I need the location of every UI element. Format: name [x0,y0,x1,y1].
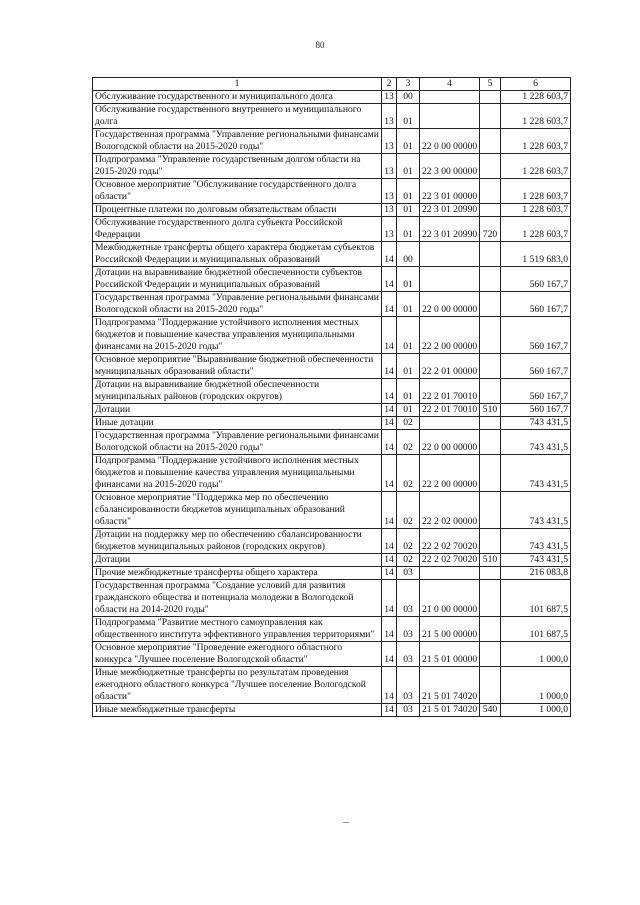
description-cell: Основное мероприятие "Выравнивание бюджетной обеспеченности муниципальных образований области" [93,354,382,379]
subsection-code-cell: 02 [397,492,420,529]
expense-type-cell [480,455,501,492]
target-article-cell [420,417,480,430]
table-row [93,580,571,617]
description-cell: Дотации на поддержку мер по обеспечению сбалансированности бюджетов муниципальных районов (городских округов) [93,529,382,554]
amount-cell: 560 167,7 [501,267,571,292]
description-cell: Основное мероприятие "Поддержка мер по обеспечению сбалансированности бюджетов муниципальных образований области" [93,492,382,529]
section-code-cell: 14 [382,417,397,430]
table-row [93,204,571,217]
amount-cell: 1 000,0 [501,704,571,717]
amount-cell: 216 083,8 [501,567,571,580]
target-article-cell: 22 3 01 00000 [420,179,480,204]
amount-cell: 1 228 603,7 [501,104,571,129]
section-code-cell: 14 [382,642,397,667]
description-cell: Государственная программа "Управление региональными финансами Вологодской области на 2015-2020 годы" [93,430,382,455]
expense-type-cell [480,617,501,642]
subsection-code-cell: 01 [397,204,420,217]
expense-type-cell [480,242,501,267]
header-cell: 4 [420,78,480,91]
description-cell: Дотации на выравнивание бюджетной обеспеченности субъектов Российской Федерации и муниципальных образований [93,267,382,292]
description-cell: Государственная программа "Создание условий для развития гражданского общества и потенциала молодежи в Вологодской области на 2014-2020 годы" [93,580,382,617]
description-cell: Обслуживание государственного долга субъекта Российской Федерации [93,217,382,242]
subsection-code-cell: 02 [397,430,420,455]
amount-cell: 743 431,5 [501,492,571,529]
expense-type-cell [480,204,501,217]
amount-cell: 560 167,7 [501,379,571,404]
target-article-cell: 22 2 01 00000 [420,354,480,379]
description-cell: Обслуживание государственного и муниципального долга [93,91,382,104]
header-cell: 1 [93,78,382,91]
subsection-code-cell: 03 [397,704,420,717]
section-code-cell: 14 [382,455,397,492]
description-cell: Обслуживание государственного внутреннего и муниципального долга [93,104,382,129]
expense-type-cell [480,642,501,667]
description-cell: Иные межбюджетные трансферты [93,704,382,717]
table-row [93,292,571,317]
description-cell: Дотации на выравнивание бюджетной обеспеченности муниципальных районов (городских округов) [93,379,382,404]
header-cell: 5 [480,78,501,91]
amount-cell: 101 687,5 [501,617,571,642]
target-article-cell: 21 5 01 00000 [420,642,480,667]
description-cell: Основное мероприятие "Обслуживание государственного долга области" [93,179,382,204]
description-cell: Дотации [93,554,382,567]
target-article-cell: 22 0 00 00000 [420,129,480,154]
target-article-cell: 22 3 01 20990 [420,217,480,242]
table-row [93,404,571,417]
amount-cell: 560 167,7 [501,354,571,379]
description-cell: Основное мероприятие "Проведение ежегодного областного конкурса "Лучшее поселение Вологодской области" [93,642,382,667]
section-code-cell: 14 [382,267,397,292]
section-code-cell: 14 [382,242,397,267]
section-code-cell: 13 [382,204,397,217]
amount-cell: 560 167,7 [501,317,571,354]
header-cell: 3 [397,78,420,91]
table-row [93,455,571,492]
table-row [93,667,571,704]
expense-type-cell [480,154,501,179]
section-code-cell: 14 [382,567,397,580]
target-article-cell [420,267,480,292]
section-code-cell: 13 [382,179,397,204]
table-row [93,267,571,292]
amount-cell: 743 431,5 [501,455,571,492]
subsection-code-cell: 01 [397,379,420,404]
scan-mark [343,822,349,823]
description-cell: Подпрограмма "Поддержание устойчивого исполнения местных бюджетов и повышение качества управления муниципальными финансами на 2015-2020 годы" [93,317,382,354]
table-row [93,704,571,717]
expense-type-cell [480,417,501,430]
amount-cell: 743 431,5 [501,529,571,554]
section-code-cell: 14 [382,667,397,704]
expense-type-cell: 540 [480,704,501,717]
expense-type-cell: 510 [480,404,501,417]
description-cell: Государственная программа "Управление региональными финансами Вологодской области на 2015-2020 годы" [93,129,382,154]
table-row [93,642,571,667]
section-code-cell: 14 [382,317,397,354]
amount-cell: 1 000,0 [501,642,571,667]
subsection-code-cell: 03 [397,667,420,704]
expense-type-cell [480,354,501,379]
subsection-code-cell: 02 [397,417,420,430]
section-code-cell: 14 [382,529,397,554]
subsection-code-cell: 01 [397,317,420,354]
table-row [93,354,571,379]
section-code-cell: 13 [382,91,397,104]
section-code-cell: 13 [382,104,397,129]
table-row [93,567,571,580]
target-article-cell [420,91,480,104]
table-row [93,379,571,404]
amount-cell: 1 519 683,0 [501,242,571,267]
section-code-cell: 13 [382,154,397,179]
target-article-cell: 21 5 00 00000 [420,617,480,642]
table-row [93,492,571,529]
expense-type-cell [480,379,501,404]
target-article-cell: 21 5 01 74020 [420,667,480,704]
description-cell: Процентные платежи по долговым обязательствам области [93,204,382,217]
amount-cell: 1 228 603,7 [501,179,571,204]
expense-type-cell: 510 [480,554,501,567]
target-article-cell: 22 0 00 00000 [420,430,480,455]
table-header-row [93,78,571,91]
expense-type-cell [480,129,501,154]
target-article-cell: 22 2 02 70020 [420,554,480,567]
amount-cell: 1 228 603,7 [501,154,571,179]
subsection-code-cell: 00 [397,242,420,267]
table-row [93,617,571,642]
subsection-code-cell: 01 [397,217,420,242]
amount-cell: 743 431,5 [501,554,571,567]
description-cell: Подпрограмма "Развитие местного самоуправления как общественного института эффективного управления территориями" [93,617,382,642]
amount-cell: 1 228 603,7 [501,204,571,217]
subsection-code-cell: 01 [397,129,420,154]
expense-type-cell [480,317,501,354]
subsection-code-cell: 03 [397,642,420,667]
target-article-cell: 22 2 02 70020 [420,529,480,554]
description-cell: Подпрограмма "Управление государственным долгом области на 2015-2020 годы" [93,154,382,179]
section-code-cell: 14 [382,580,397,617]
header-cell: 2 [382,78,397,91]
subsection-code-cell: 00 [397,91,420,104]
section-code-cell: 14 [382,430,397,455]
amount-cell: 1 000,0 [501,667,571,704]
subsection-code-cell: 03 [397,617,420,642]
subsection-code-cell: 01 [397,154,420,179]
description-cell: Государственная программа "Управление региональными финансами Вологодской области на 2015-2020 годы" [93,292,382,317]
amount-cell: 560 167,7 [501,292,571,317]
target-article-cell: 21 5 01 74020 [420,704,480,717]
section-code-cell: 14 [382,617,397,642]
section-code-cell: 14 [382,292,397,317]
target-article-cell [420,104,480,129]
subsection-code-cell: 01 [397,404,420,417]
expense-type-cell [480,667,501,704]
subsection-code-cell: 02 [397,455,420,492]
subsection-code-cell: 01 [397,104,420,129]
table-row [93,129,571,154]
amount-cell: 1 228 603,7 [501,91,571,104]
table-row [93,430,571,455]
table-row [93,554,571,567]
expense-type-cell [480,292,501,317]
section-code-cell: 14 [382,404,397,417]
amount-cell: 560 167,7 [501,404,571,417]
section-code-cell: 13 [382,217,397,242]
expense-type-cell [480,529,501,554]
section-code-cell: 14 [382,379,397,404]
section-code-cell: 13 [382,129,397,154]
subsection-code-cell: 01 [397,354,420,379]
header-cell: 6 [501,78,571,91]
expense-type-cell [480,567,501,580]
table-row [93,91,571,104]
table-row [93,179,571,204]
target-article-cell: 22 2 00 00000 [420,455,480,492]
subsection-code-cell: 02 [397,554,420,567]
description-cell: Иные дотации [93,417,382,430]
subsection-code-cell: 01 [397,179,420,204]
target-article-cell: 22 2 01 70010 [420,404,480,417]
table-row [93,154,571,179]
description-cell: Подпрограмма "Поддержание устойчивого исполнения местных бюджетов и повышение качества управления муниципальными финансами на 2015-2020 годы" [93,455,382,492]
table-row [93,242,571,267]
amount-cell: 743 431,5 [501,430,571,455]
expense-type-cell [480,492,501,529]
budget-table [92,77,571,717]
target-article-cell: 22 3 01 20990 [420,204,480,217]
target-article-cell [420,567,480,580]
table-row [93,417,571,430]
section-code-cell: 14 [382,704,397,717]
description-cell: Иные межбюджетные трансферты по результатам проведения ежегодного областного конкурса "Лучшее поселение Вологодской области" [93,667,382,704]
target-article-cell: 22 2 01 70010 [420,379,480,404]
subsection-code-cell: 03 [397,567,420,580]
target-article-cell: 22 2 00 00000 [420,317,480,354]
section-code-cell: 14 [382,354,397,379]
table-row [93,217,571,242]
subsection-code-cell: 01 [397,292,420,317]
table-row [93,529,571,554]
amount-cell: 1 228 603,7 [501,217,571,242]
target-article-cell: 21 0 00 00000 [420,580,480,617]
section-code-cell: 14 [382,554,397,567]
description-cell: Прочие межбюджетные трансферты общего характера [93,567,382,580]
table-row [93,104,571,129]
expense-type-cell [480,430,501,455]
table-row [93,317,571,354]
target-article-cell: 22 2 02 00000 [420,492,480,529]
section-code-cell: 14 [382,492,397,529]
page-number: 80 [315,40,325,50]
amount-cell: 743 431,5 [501,417,571,430]
amount-cell: 101 687,5 [501,580,571,617]
target-article-cell [420,242,480,267]
amount-cell: 1 228 603,7 [501,129,571,154]
subsection-code-cell: 03 [397,580,420,617]
subsection-code-cell: 02 [397,529,420,554]
target-article-cell: 22 0 00 00000 [420,292,480,317]
target-article-cell: 22 3 00 00000 [420,154,480,179]
subsection-code-cell: 01 [397,267,420,292]
expense-type-cell: 720 [480,217,501,242]
description-cell: Межбюджетные трансферты общего характера бюджетам субъектов Российской Федерации и муниципальных образований [93,242,382,267]
expense-type-cell [480,580,501,617]
description-cell: Дотации [93,404,382,417]
expense-type-cell [480,267,501,292]
expense-type-cell [480,179,501,204]
expense-type-cell [480,104,501,129]
expense-type-cell [480,91,501,104]
